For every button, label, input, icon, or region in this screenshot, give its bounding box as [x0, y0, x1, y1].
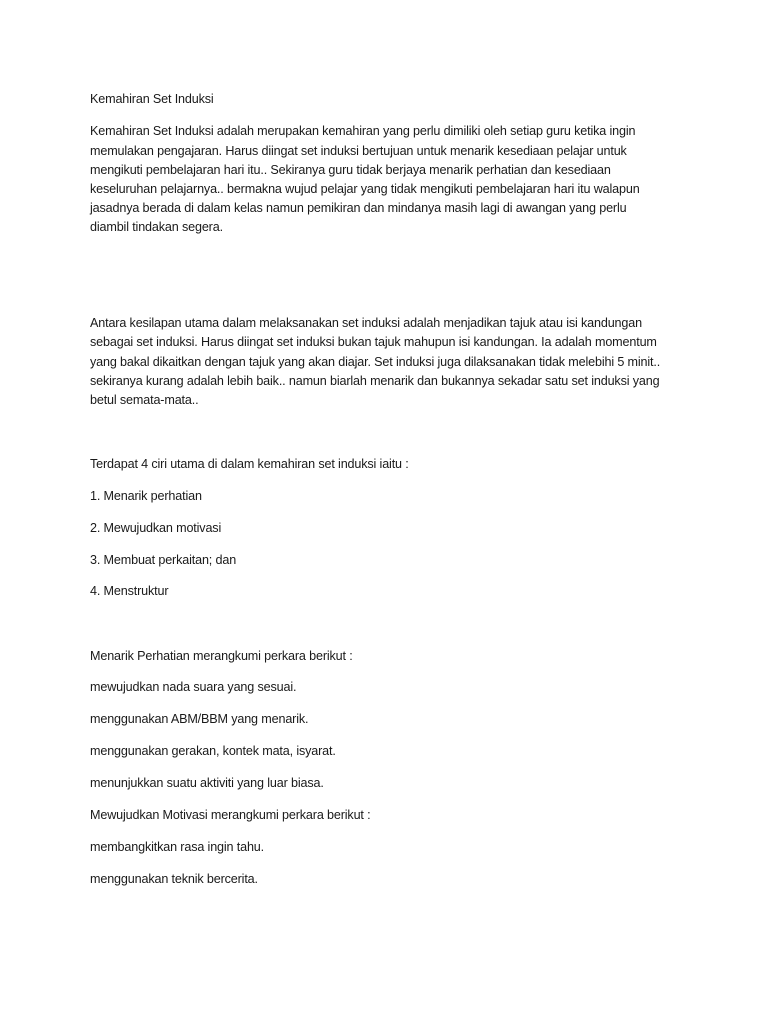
- paragraph-2-line: Antara kesilapan utama dalam melaksanakan set induksi adalah menjadikan tajuk atau isi kandungan: [90, 316, 642, 330]
- features-intro: Terdapat 4 ciri utama di dalam kemahiran set induksi iaitu :: [90, 457, 409, 471]
- attention-item: menunjukkan suatu aktiviti yang luar biasa.: [90, 776, 324, 790]
- paragraph-2-line: yang bakal dikaitkan dengan tajuk yang akan diajar. Set induksi juga dilaksanakan tidak melebihi 5 minit..: [90, 355, 661, 369]
- feature-item: 3. Membuat perkaitan; dan: [90, 553, 237, 567]
- paragraph-1-line: mengikuti pembelajaran hari itu.. Sekiranya guru tidak berjaya menarik perhatian dan kesediaan: [90, 163, 611, 177]
- paragraph-1-line: keseluruhan pelajarnya.. bermakna wujud pelajar yang tidak mengikuti pembelajaran hari itu walapun: [90, 182, 640, 196]
- paragraph-2-line: sebagai set induksi. Harus diingat set induksi bukan tajuk mahupun isi kandungan. Ia adalah momentum: [90, 335, 657, 349]
- feature-item: 2. Mewujudkan motivasi: [90, 521, 222, 535]
- paragraph-1-line: memulakan pengajaran. Harus diingat set induksi bertujuan untuk menarik kesediaan pelajar untuk: [90, 144, 627, 158]
- document-title: Kemahiran Set Induksi: [90, 92, 214, 106]
- motivation-item: membangkitkan rasa ingin tahu.: [90, 840, 265, 854]
- motivation-item: menggunakan teknik bercerita.: [90, 872, 258, 886]
- paragraph-2-line: sekiranya kurang adalah lebih baik.. namun biarlah menarik dan bukannya sekadar satu set induksi yang: [90, 374, 660, 388]
- attention-heading: Menarik Perhatian merangkumi perkara berikut :: [90, 649, 353, 663]
- attention-item: menggunakan gerakan, kontek mata, isyarat.: [90, 744, 336, 758]
- paragraph-1-line: diambil tindakan segera.: [90, 220, 223, 234]
- paragraph-2-line: betul semata-mata..: [90, 393, 199, 407]
- paragraph-1-line: Kemahiran Set Induksi adalah merupakan kemahiran yang perlu dimiliki oleh setiap guru ketika ingin: [90, 124, 636, 138]
- feature-item: 4. Menstruktur: [90, 584, 169, 598]
- attention-item: mewujudkan nada suara yang sesuai.: [90, 680, 297, 694]
- feature-item: 1. Menarik perhatian: [90, 489, 202, 503]
- paragraph-1-line: jasadnya berada di dalam kelas namun pemikiran dan mindanya masih lagi di awangan yang perlu: [90, 201, 627, 215]
- attention-item: menggunakan ABM/BBM yang menarik.: [90, 712, 309, 726]
- motivation-heading: Mewujudkan Motivasi merangkumi perkara berikut :: [90, 808, 371, 822]
